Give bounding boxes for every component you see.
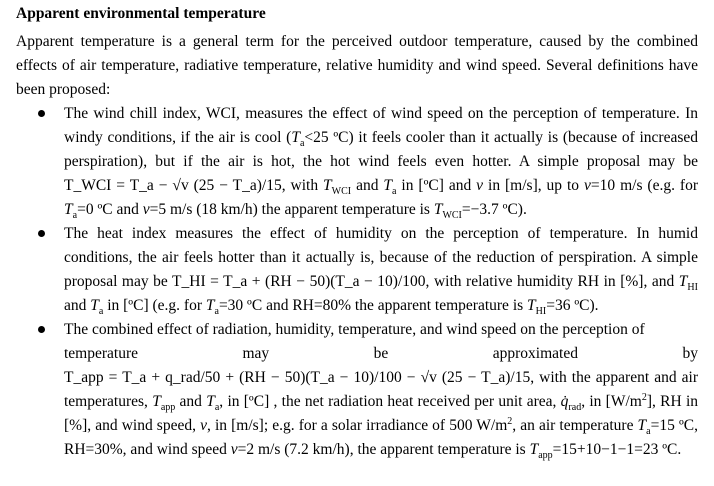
- symbol-sub: a: [214, 306, 219, 318]
- text: =15+10−1−1=23 ºC.: [552, 441, 682, 458]
- symbol-sub: a: [214, 402, 220, 414]
- text: =15 ºC, RH=30%, and wind speed: [64, 417, 698, 458]
- symbol-sub: app: [538, 450, 553, 462]
- text: =2 m/s (7.2 km/h), the apparent temperature is: [237, 441, 530, 458]
- equation-wci: T_WCI = T_a − √v (25 − T_a)/15: [64, 177, 282, 194]
- intro-paragraph: Apparent temperature is a general term for the perceived outdoor temperature, caused by the combined effects of air temperature, radiative temperature, relative humidity and wind speed. Several definitions have been proposed:: [16, 33, 698, 98]
- text: =36 ºC).: [546, 297, 599, 314]
- symbol: T: [64, 201, 73, 218]
- symbol: T: [637, 417, 647, 434]
- text: , in [W/m: [581, 393, 642, 410]
- symbol: T: [206, 393, 215, 410]
- superscript: 2: [641, 391, 647, 403]
- word: may: [242, 345, 270, 362]
- list-item-wind-chill: [16, 102, 698, 222]
- bullet-dot-icon: [38, 326, 45, 333]
- text: The wind chill index, WCI, measures the effect of wind speed on the perception of temperature. In windy conditions, if the air is cool (: [64, 105, 698, 146]
- symbol: q̇: [560, 393, 569, 410]
- list-item-heat-index: [16, 222, 698, 318]
- text: The combined effect of radiation, humidity, temperature, and wind speed on the perception of: [64, 321, 645, 338]
- symbol-sub: HI: [687, 282, 698, 294]
- definitions-list: [16, 102, 698, 462]
- symbol: v: [142, 201, 150, 218]
- symbol-sub: a: [299, 138, 305, 150]
- text: and: [351, 177, 384, 194]
- text: in [ºC] and: [396, 177, 477, 194]
- symbol-sub: HI: [535, 306, 547, 318]
- symbol-sub: a: [98, 306, 104, 318]
- symbol: v: [584, 177, 591, 194]
- text: =0 ºC and: [77, 201, 143, 218]
- word: by: [682, 345, 698, 362]
- equation-hi: T_HI = T_a + (RH − 50)(T_a − 10)/100: [172, 273, 426, 290]
- symbol-sub: rad: [568, 402, 582, 414]
- text: =10 m/s (e.g. for: [590, 177, 698, 194]
- text: and: [175, 393, 207, 410]
- text: , in [m/s]; e.g. for a solar irradiance of 500 W/m: [206, 417, 508, 434]
- text: ], RH in [%], and wind speed,: [64, 393, 699, 434]
- text: , in [ºC] , the net radiation heat received per unit area,: [219, 393, 561, 410]
- text: <25 ºC) it feels cooler than it actually is (because of increased perspiration), but if the air is hot, the hot wind feels even hotter. A simple proposal may be: [64, 129, 698, 170]
- symbol: v: [230, 441, 238, 458]
- symbol: v: [200, 417, 207, 434]
- text: in [ºC] (e.g. for: [103, 297, 206, 314]
- word: approximated: [492, 345, 578, 362]
- text: , with relative humidity RH in [%], and: [425, 273, 679, 290]
- symbol-sub: a: [646, 426, 651, 438]
- symbol: T: [323, 177, 332, 194]
- bullet-dot-icon: [38, 230, 45, 237]
- symbol: T: [291, 129, 300, 146]
- text: and: [64, 297, 91, 314]
- symbol-sub: WCI: [331, 186, 352, 198]
- word: temperature: [64, 345, 139, 362]
- text: =5 m/s (18 km/h) the apparent temperature is: [149, 201, 434, 218]
- justified-line: [64, 342, 698, 366]
- section-title: Apparent environmental temperature: [16, 5, 266, 22]
- symbol: T: [205, 297, 215, 314]
- text: The heat index measures the effect of humidity on the perception of temperature. In humid conditions, the air feels hotter than it actually is, because of the reduction of perspiration. A simple proposal may be: [64, 225, 698, 290]
- symbol: T: [527, 297, 536, 314]
- symbol: v: [476, 177, 484, 194]
- text: , an air temperature: [512, 417, 638, 434]
- bullet-dot-icon: [38, 110, 45, 117]
- symbol: T: [433, 201, 443, 218]
- symbol: T: [383, 177, 393, 194]
- list-item-combined-effect: [16, 318, 698, 462]
- symbol: T: [529, 441, 539, 458]
- symbol-sub: app: [160, 402, 176, 414]
- text: , with: [281, 177, 324, 194]
- text: , with the apparent and air temperatures,: [64, 369, 698, 410]
- superscript: 2: [507, 415, 513, 427]
- word: be: [373, 345, 389, 362]
- symbol: T: [678, 273, 688, 290]
- text: =−3.7 ºC).: [461, 201, 527, 218]
- symbol-sub: WCI: [442, 210, 462, 222]
- text: in [m/s], up to: [483, 177, 584, 194]
- symbol: T: [90, 297, 99, 314]
- symbol: T: [152, 393, 161, 410]
- symbol-sub: a: [72, 210, 78, 222]
- equation-app: T_app = T_a + q_rad/50 + (RH − 50)(T_a − 10)/100 − √v (25 − T_a)/15: [64, 369, 531, 386]
- symbol-sub: a: [392, 186, 397, 198]
- text: =30 ºC and RH=80% the apparent temperature is: [218, 297, 528, 314]
